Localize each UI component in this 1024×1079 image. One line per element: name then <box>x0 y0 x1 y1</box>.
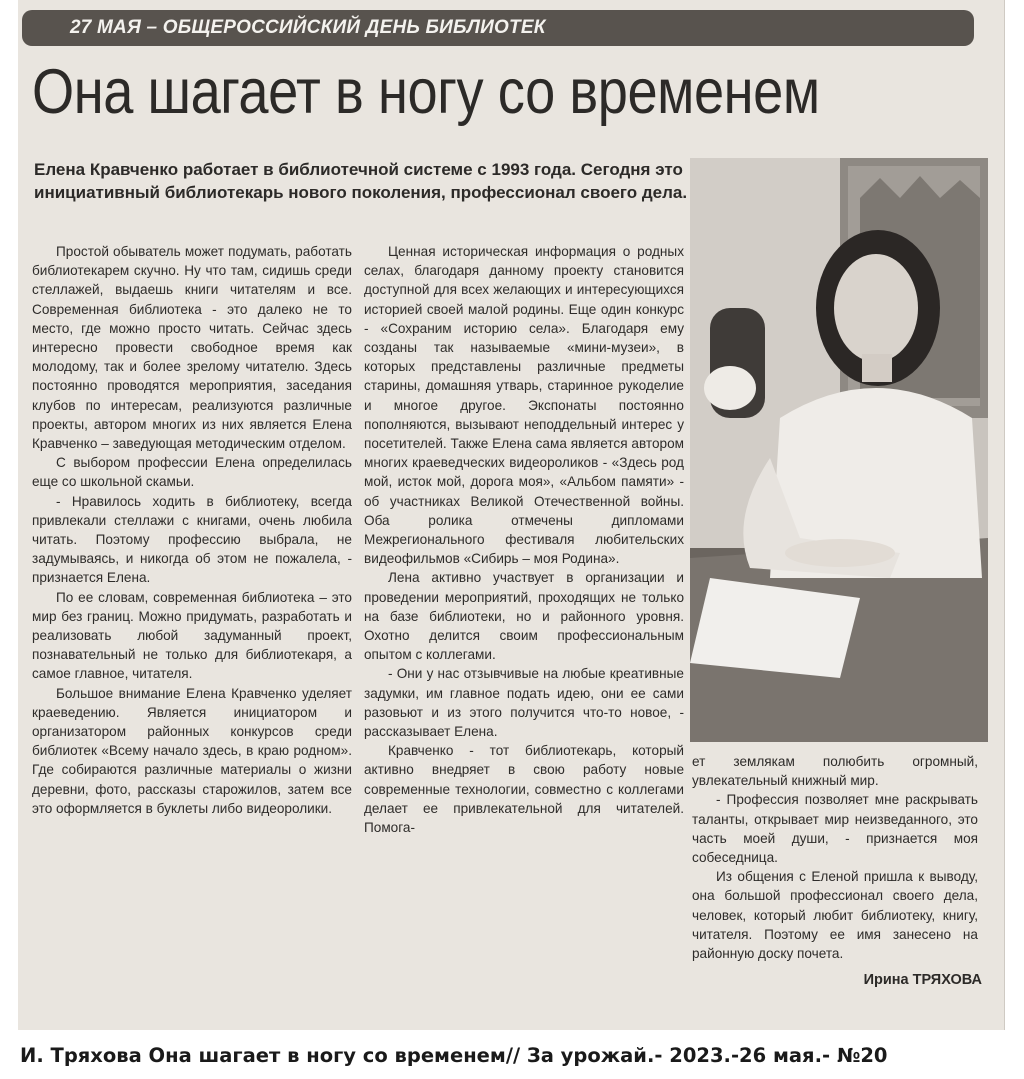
portrait-illustration <box>690 158 988 742</box>
paragraph: Кравченко - тот библиотекарь, который активно внедряет в свою работу новые современные технологии, совместно с коллегами делает ее привлекательной для читателей. Помога- <box>364 743 684 836</box>
author-signature: Ирина ТРЯХОВА <box>863 972 982 988</box>
article-column-1 <box>32 242 352 818</box>
section-rubric: 27 МАЯ – ОБЩЕРОССИЙСКИЙ ДЕНЬ БИБЛИОТЕК <box>22 10 974 46</box>
paragraph: С выбором профессии Елена определилась еще со школьной скамьи. <box>32 455 352 490</box>
article-column-2 <box>364 242 684 837</box>
paragraph: - Нравилось ходить в библиотеку, всегда привлекали стеллажи с книгами, очень любила читать. Поэтому профессию выбрала, не задумываясь, и никогда об этом не пожалела, - признается Елена. <box>32 493 352 586</box>
newspaper-clipping <box>18 0 1005 1030</box>
librarian-photo <box>690 158 988 742</box>
paragraph: Простой обыватель может подумать, работать библиотекарем скучно. Ну что там, сидишь среди стеллажей, выдаешь книги читателям и все. Современная библиотека - это далеко не то место, где можно просто читать. Сейчас здесь интересно провести свободное время как молодому, так и более зрелому читателю. Здесь постоянно проводятся мероприятия, заседания клубов по интересам, реализуются различные проекты, автором многих из них является Елена Кравченко – заведующая методическим отделом. <box>32 244 352 452</box>
paragraph: ет землякам полюбить огромный, увлекательный книжный мир. <box>692 754 978 789</box>
paragraph: - Они у нас отзывчивые на любые креативные задумки, им главное подать идею, они ее сами разовьют и из этого получится что-то новое, - рассказывает Елена. <box>364 666 684 740</box>
paragraph: - Профессия позволяет мне раскрывать таланты, открывает мир неизведанного, это часть моей души, - признается моя собеседница. <box>692 792 978 866</box>
article-lead: Елена Кравченко работает в библиотечной системе с 1993 года. Сегодня это инициативный библиотекарь нового поколения, профессионал своего дела. <box>34 160 688 202</box>
paragraph: Большое внимание Елена Кравченко уделяет краеведению. Является инициатором и организатором районных конкурсов среди библиотек «Всему начало здесь, в краю родном». Где собираются различные материалы о жизни деревни, фото, рассказы старожилов, затем все это оформляется в буклеты либо видеоролики. <box>32 685 352 816</box>
article-headline: Она шагает в ногу со временем <box>32 57 820 127</box>
citation-caption: И. Тряхова Она шагает в ногу со временем// За урожай.- 2023.-26 мая.- №20 <box>20 1044 888 1067</box>
paragraph: Ценная историческая информация о родных селах, благодаря данному проекту становится доступной для всех желающих и интересующихся историей своей малой родины. Еще один конкурс - «Сохраним историю села». Благодаря ему созданы так называемые «мини-музеи», в которых представлены различные предметы старины, домашняя утварь, старинное рукоделие и многое другое. Экспонаты постоянно пополняются, вызывают неподдельный интерес у посетителей. Также Елена сама является автором многих краеведческих видеороликов - «Здесь род мой, исток мой, дорога моя», «Альбом памяти» - об участниках Великой Отечественной войны. Оба ролика отмечены дипломами Межрегионального фестиваля любительских видеофильмов «Сибирь – моя Родина». <box>364 244 684 567</box>
paragraph: Из общения с Еленой пришла к выводу, она большой профессионал своего дела, человек, который любит библиотеку, книгу, читателя. Поэтому ее имя занесено на районную доску почета. <box>692 869 978 962</box>
paragraph: Лена активно участвует в организации и проведении мероприятий, проходящих не только на базе библиотеки, но и районного уровня. Охотно делится своим профессиональным опытом с коллегами. <box>364 570 684 663</box>
article-column-3 <box>692 752 978 963</box>
paragraph: По ее словам, современная библиотека – это мир без границ. Можно придумать, разработать и реализовать любой задуманный проект, познавательный не только для библиотекаря, а самое главное, читателя. <box>32 589 352 682</box>
